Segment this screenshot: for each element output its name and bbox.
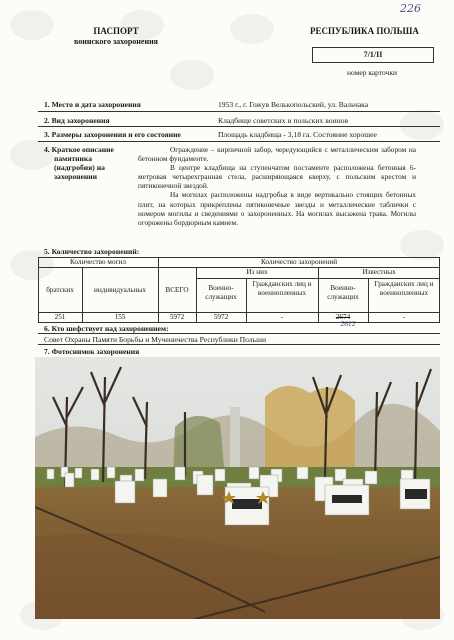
graves-count-header: Количество могил (70, 258, 126, 266)
value-civil-known: - (402, 313, 406, 321)
card-number-box: 7/1/II (312, 47, 434, 63)
description-paragraph: В центре кладбища на ступенчатом постаменте расположена бетонная 6-метровая четырехгранная стела, расширяющаяся кверху, с польским крестом и пятиконечной звездой. (138, 163, 416, 191)
divider (38, 344, 440, 345)
watermark-emblem (400, 230, 444, 260)
value-military: 5972 (213, 313, 229, 321)
column-total: ВСЕГО (165, 286, 189, 294)
watermark-emblem (230, 14, 274, 44)
column-individual: индивидуальных (94, 286, 146, 294)
burial-place-date: 1953 г., г. Гожув Велькопольский, ул. Вальчака (218, 100, 369, 109)
column-military-known: Военно-служащих (327, 284, 359, 301)
description-paragraph: На могилах расположены надгробья в виде вертикально стоящих бетонных плит, на которых прикреплены пятиконечные звезды и металлические таблички с номером могилы и сведениями о захороненных. На могилах высажена трава. Могилы огорожены бордюрным камнем. (138, 190, 416, 227)
value-total: 5972 (169, 313, 185, 321)
description-paragraph: Ограждение – кирпичной забор, чередующийся с металлическим забором на бетонном фундаменте. (138, 145, 416, 164)
burial-size-condition: Площадь кладбища - 3,18 га. Состояние хорошее (218, 130, 377, 139)
watermark-emblem (170, 60, 214, 90)
burials-count-header: Количество захоронений (260, 258, 338, 266)
column-civil-known: Гражданских лиц и военнопленных (374, 280, 434, 297)
value-military-known: 2674 (335, 313, 351, 321)
known-header: Известных (362, 268, 396, 276)
column-fraternal: братских (46, 286, 74, 294)
section-4-label-line: (надгробия) на (54, 163, 105, 172)
handwritten-page-number: 226 (400, 2, 421, 15)
value-civil: - (280, 313, 284, 321)
value-fraternal: 251 (54, 313, 66, 321)
section-7-label: 7. Фотоснимок захоронения (44, 347, 140, 356)
passport-title: ПАСПОРТ (93, 26, 139, 36)
burial-type: Кладбище советских и польских воинов (218, 116, 349, 125)
cemetery-photo-graphic (35, 357, 440, 619)
divider (38, 111, 440, 112)
section-4-label-line: памятника (54, 154, 92, 163)
section-2-label: 2. Вид захоронения (44, 116, 110, 125)
section-5-label: 5. Количество захоронений: (44, 247, 140, 256)
of-them-header: Из них (246, 268, 268, 276)
section-4-label-line: захоронении (54, 172, 98, 181)
card-number-label: номер карточки (347, 68, 397, 77)
cemetery-photo (35, 357, 440, 619)
section-4-label-line: 4. Краткое описание (44, 145, 114, 154)
monument-description (138, 145, 416, 227)
section-3-label: 3. Размеры захоронения и его состояние (44, 130, 181, 139)
value-individual: 155 (114, 313, 126, 321)
patron-organization: Совет Охраны Памяти Борьбы и Мученичества Республики Польши (44, 335, 267, 344)
column-military: Военно-служащих (205, 284, 237, 301)
divider (38, 333, 440, 334)
passport-subtitle: воинского захоронения (73, 37, 159, 46)
country-title: РЕСПУБЛИКА ПОЛЬША (310, 26, 419, 36)
divider (38, 141, 440, 142)
column-civil: Гражданских лиц и военнопленных (252, 280, 312, 297)
divider (38, 126, 440, 127)
section-1-label: 1. Место и дата захоронения (44, 100, 141, 109)
value-military-known-handwritten: 2612 (340, 319, 356, 328)
section-6-label: 6. Кто шефствует над захоронением: (44, 324, 169, 333)
watermark-emblem (10, 10, 54, 40)
